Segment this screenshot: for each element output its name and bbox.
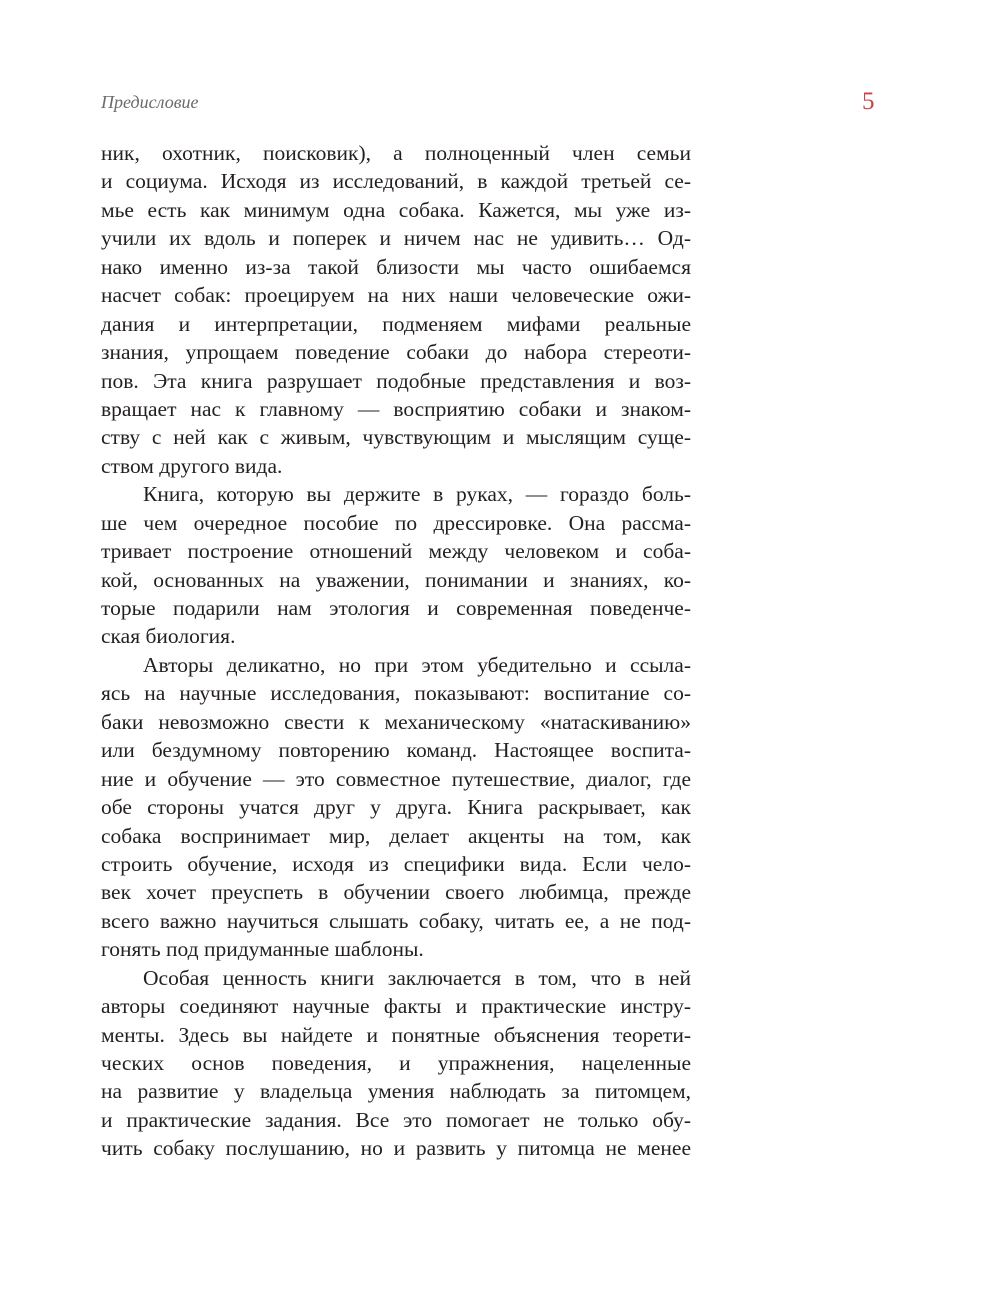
text-line: вращает нас к главному — восприятию собаки и знаком- — [101, 396, 691, 421]
text-line: ше чем очередное пособие по дрессировке. Она рассма- — [101, 510, 691, 535]
text-line: учили их вдоль и поперек и ничем нас не удивить… Од- — [101, 226, 691, 251]
text-line: строить обучение, исходя из специфики вида. Если чело- — [101, 851, 691, 876]
paragraph-first-line: Книга, которую вы держите в руках, — гораздо боль- — [143, 482, 691, 507]
text-line: ческих основ поведения, и упражнения, нацеленные — [101, 1051, 691, 1075]
text-line: мье есть как минимум одна собака. Кажется, мы уже из- — [101, 197, 691, 222]
text-line: и практические задания. Все это помогает не только обу- — [101, 1107, 691, 1132]
text-line: кой, основанных на уважении, понимании и знаниях, ко- — [101, 567, 691, 592]
text-line: ству с ней как с живым, чувствующим и мыслящим суще- — [101, 425, 691, 450]
text-line: чить собаку послушанию, но и развить у питомца не менее — [101, 1136, 691, 1161]
body-text — [101, 139, 691, 1163]
text-line: на развитие у владельца умения наблюдать за питомцем, — [101, 1079, 691, 1104]
text-line: всего важно научиться слышать собаку, читать ее, а не под- — [101, 908, 691, 933]
text-line: ние и обучение — это совместное путешествие, диалог, где — [101, 766, 691, 791]
text-line: баки невозможно свести к механическому «натаскиванию» — [101, 709, 691, 734]
text-line: собака воспринимает мир, делает акценты на том, как — [101, 823, 691, 848]
text-line: насчет собак: проецируем на них наши человеческие ожи- — [101, 283, 691, 308]
paragraph-first-line: Особая ценность книги заключается в том, что в ней — [143, 965, 691, 990]
paragraph-first-line: Авторы деликатно, но при этом убедительно и ссыла- — [143, 652, 691, 677]
text-line: торые подарили нам этология и современная поведенче- — [101, 596, 691, 620]
text-line: знания, упрощаем поведение собаки до набора стереоти- — [101, 340, 691, 365]
text-line: менты. Здесь вы найдете и понятные объяснения теорети- — [101, 1022, 691, 1047]
text-line: пов. Эта книга разрушает подобные представления и воз- — [101, 368, 691, 393]
text-line: нако именно из-за такой близости мы часто ошибаемся — [101, 254, 691, 279]
text-line: дания и интерпретации, подменяем мифами реальные — [101, 311, 691, 336]
paragraph-end-line: ством другого вида. — [101, 453, 283, 478]
text-line: или бездумному повторению команд. Настоящее воспита- — [101, 738, 691, 763]
text-line: век хочет преуспеть в обучении своего любимца, прежде — [101, 880, 691, 905]
text-line: обе стороны учатся друг у друга. Книга раскрывает, как — [101, 795, 691, 820]
text-line: авторы соединяют научные факты и практические инстру- — [101, 994, 691, 1019]
text-line: ник, охотник, поисковик), а полноценный член семьи — [101, 141, 691, 165]
paragraph-end-line: ская биология. — [101, 624, 236, 649]
text-line: и социума. Исходя из исследований, в каждой третьей се- — [101, 169, 691, 194]
text-line: тривает построение отношений между человеком и соба- — [101, 539, 691, 564]
paragraph-end-line: гонять под придуманные шаблоны. — [101, 937, 424, 962]
text-line: ясь на научные исследования, показывают: воспитание со- — [101, 681, 691, 706]
running-head-title: Предисловие — [101, 92, 199, 112]
page-number: 5 — [862, 88, 875, 115]
